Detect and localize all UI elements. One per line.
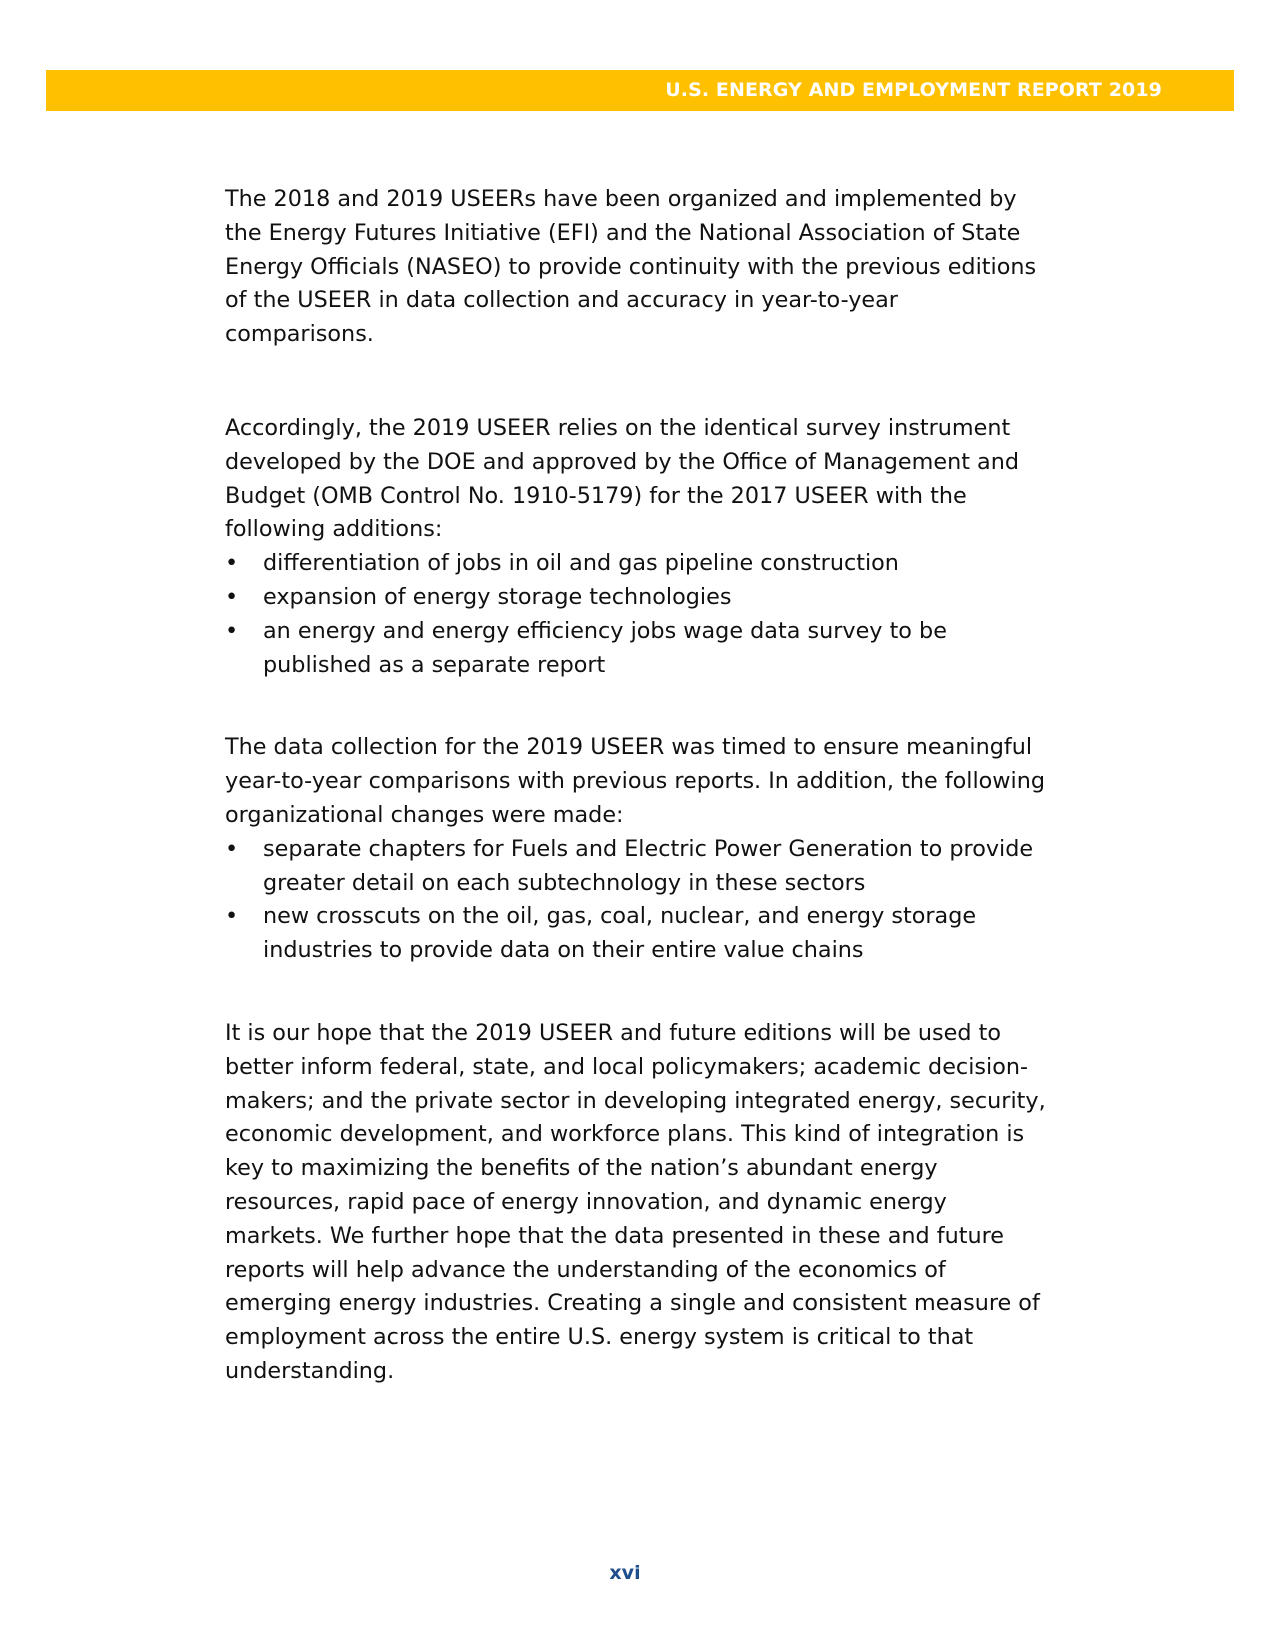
list-item — [225, 833, 1051, 901]
bullet-icon: • — [225, 617, 239, 644]
bullet-icon: • — [225, 903, 239, 930]
list-item-text: separate chapters for Fuels and Electric Power Generation to provide greater detail on each subtechnology in these sectors — [263, 835, 1034, 896]
list-item-text: an energy and energy efficiency jobs wage data survey to be published as a separate report — [263, 617, 947, 678]
bullet-icon: • — [225, 835, 239, 862]
additions-list — [225, 547, 1051, 682]
header-bar — [46, 70, 1234, 111]
bullet-icon: • — [225, 550, 239, 577]
list-item-text: new crosscuts on the oil, gas, coal, nuclear, and energy storage industries to provide data on their entire value chains — [263, 903, 977, 964]
page-content — [225, 183, 1051, 1389]
paragraph-hope: It is our hope that the 2019 USEER and future editions will be used to better inform federal, state, and local policymakers; academic decision-makers; and the private sector in developing integrated energy, security, economic development, and workforce plans. This kind of integration is key to maximizing the benefits of the nation’s abundant energy resources, rapid pace of energy innovation, and dynamic energy markets. We further hope that the data presented in these and future reports will help advance the understanding of the economics of emerging energy industries. Creating a single and consistent measure of employment across the entire U.S. energy system is critical to that understanding. — [225, 1019, 1046, 1384]
page-number: xvi — [609, 1562, 641, 1584]
paragraph-survey-instrument: Accordingly, the 2019 USEER relies on the identical survey instrument developed by the DOE and approved by the Office of Management and Budget (OMB Control No. 1910-5179) for the 2017 USEER with the following additions: — [225, 414, 1019, 543]
paragraph-data-collection: The data collection for the 2019 USEER was timed to ensure meaningful year-to-year comparisons with previous reports. In addition, the following organizational changes were made: — [225, 734, 1045, 828]
list-item — [225, 547, 1051, 581]
bullet-icon: • — [225, 583, 239, 610]
paragraph-organization: The 2018 and 2019 USEERs have been organized and implemented by the Energy Futures Initiative (EFI) and the National Association of State Energy Officials (NASEO) to provide continuity with the previous editions of the USEER in data collection and accuracy in year-to-year comparisons. — [225, 186, 1037, 348]
report-title: U.S. ENERGY AND EMPLOYMENT REPORT 2019 — [665, 79, 1162, 101]
list-item-text: differentiation of jobs in oil and gas pipeline construction — [263, 550, 899, 577]
list-item — [225, 900, 1051, 968]
list-item-text: expansion of energy storage technologies — [263, 583, 732, 610]
changes-list — [225, 833, 1051, 968]
list-item — [225, 615, 1051, 683]
list-item — [225, 581, 1051, 615]
